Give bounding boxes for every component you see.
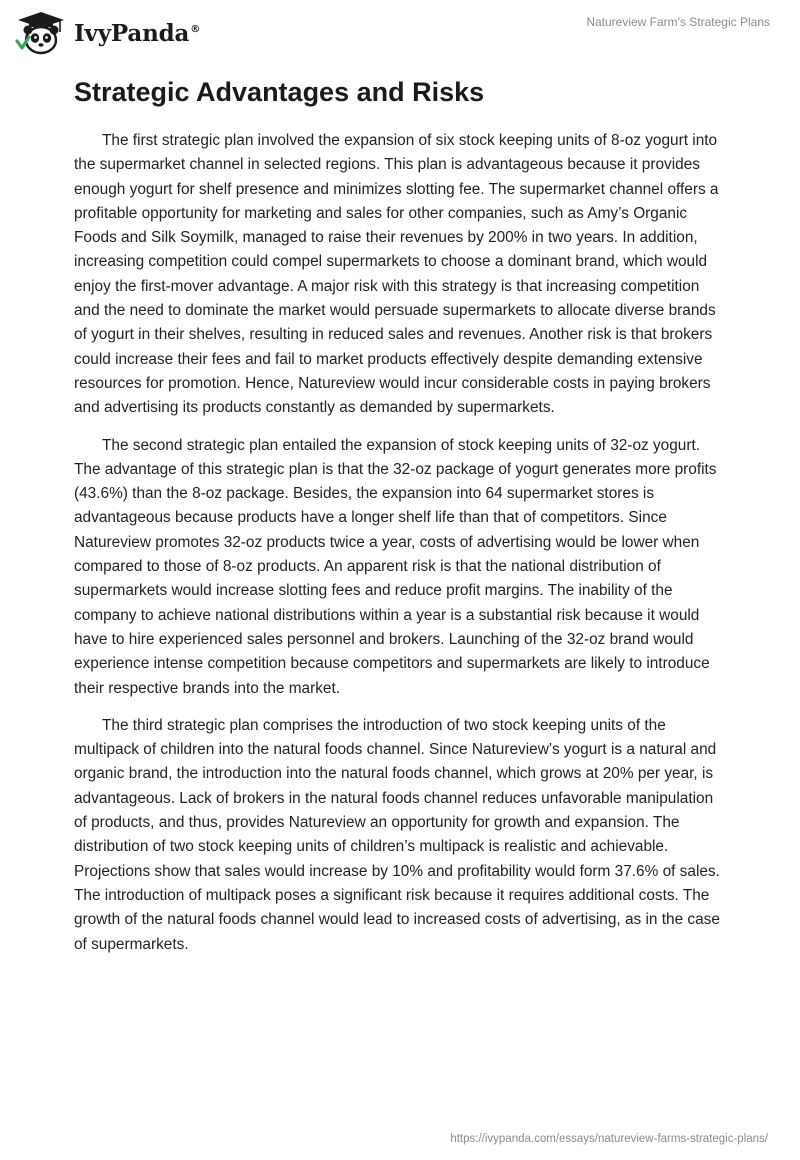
paragraph-3: The third strategic plan comprises the introduction of two stock keeping units of the multipack of children into the natural foods channel. Since Natureview’s yogurt is a natural and organic brand, the introduction into the natural foods channel, which grows at 20% per year, is advantageous. Lack of brokers in the natural foods channel reduces unfavorable manipulation of products, and thus, provides Natureview an opportunity for growth and expansion. The distribution of two stock keeping units of children’s multipack is realistic and achievable. Projections show that sales would increase by 10% and profitability would form 37.6% of sales. The introduction of multipack poses a significant risk because it requires additional costs. The growth of the natural foods channel would lead to increased costs of advertising, as in the case of supermarkets. xyxy=(74,716,720,953)
essay-content xyxy=(74,76,726,970)
paragraph-2: The second strategic plan entailed the expansion of stock keeping units of 32-oz yogurt. The advantage of this strategic plan is that the 32-oz package of yogurt generates more profits (43.6%) than the 8-oz package. Besides, the expansion into 64 supermarket stores is advantageous because products have a longer shelf life than that of competitors. Since Natureview promotes 32-oz products twice a year, costs of advertising would be lower when compared to those of 8-oz products. An apparent risk is that the national distribution of supermarkets would increase slotting fees and reduce profit margins. The inability of the company to achieve national distributions within a year is a substantial risk because it would have to hire experienced sales personnel and brokers. Launching of the 32-oz brand would experience intense competition because competitors and supermarkets are likely to introduce their respective brands into the market. xyxy=(74,436,717,697)
logo-text: IvyPanda® xyxy=(74,19,200,47)
document-title: Natureview Farm's Strategic Plans xyxy=(586,15,770,29)
section-heading: Strategic Advantages and Risks xyxy=(74,77,485,107)
page-header xyxy=(0,0,800,66)
paragraph-1: The first strategic plan involved the expansion of six stock keeping units of 8-oz yogurt into the supermarket channel in selected regions. This plan is advantageous because it provides enough yogurt for shelf presence and minimizes slotting fee. The supermarket channel offers a profitable opportunity for marketing and sales for other companies, such as Amy’s Organic Foods and Silk Soymilk, managed to raise their revenues by 200% in two years. In addition, increasing competition could compel supermarkets to choose a dominant brand, which would enjoy the first-mover advantage. A major risk with this strategy is that increasing competition and the need to dominate the market would persuade supermarkets to allocate diverse brands of yogurt in their shelves, resulting in reduced sales and revenues. Another risk is that brokers could increase their fees and fail to market products effectively despite demanding extensive resources for promotion. Hence, Natureview would incur considerable costs in paying brokers and advertising its products constantly as demanded by supermarkets. xyxy=(74,132,719,417)
registered-mark: ® xyxy=(190,23,200,35)
panda-logo-icon xyxy=(14,10,68,56)
ivypanda-logo[interactable] xyxy=(14,10,200,56)
source-url-link[interactable]: https://ivypanda.com/essays/natureview-farms-strategic-plans/ xyxy=(450,1133,768,1145)
